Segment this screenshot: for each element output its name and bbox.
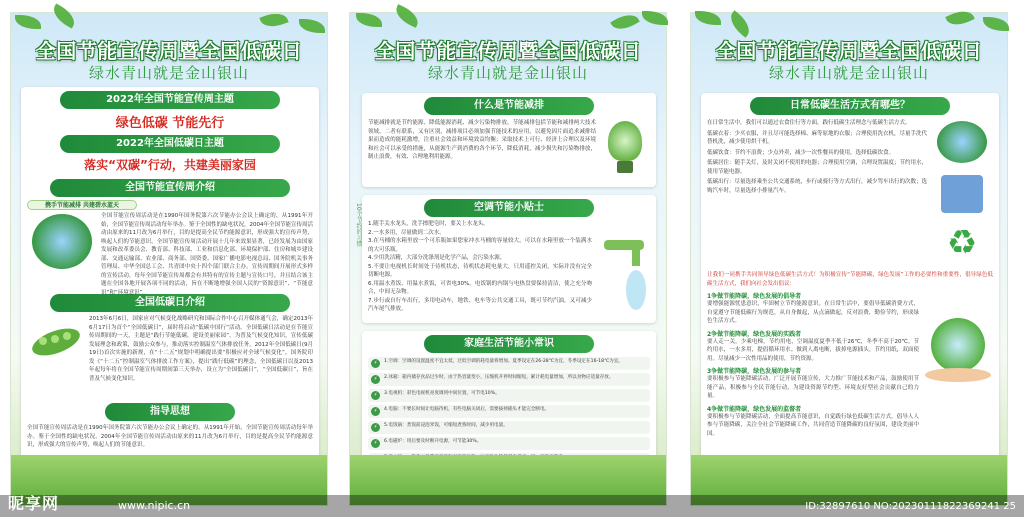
section-head-1: 1争做节能降碳，绿色发展的倡导者 bbox=[707, 293, 802, 300]
watermark-url: www.nipic.cn bbox=[118, 499, 191, 512]
tip-7: 7.步行或自行车出行，多用电动车，地铁、电车等公共交通工具，既可节约汽油，又可减少汽车尾气排放。 bbox=[368, 297, 592, 312]
guide-heading: 指导思想 bbox=[105, 403, 235, 421]
plug-icon: ⚡ bbox=[371, 407, 380, 416]
daily-intro: 在日常生活中，我们可以通过衣食住行等方面，践行低碳生活理念与低碳生活方式。 bbox=[707, 120, 911, 126]
list-item: ⚡ 2.冰箱：箱内储存食品过少时，由于热容量变小，压缩机开停时间缩短，累计耗电量增加，所以食物应适量存放。 bbox=[368, 373, 650, 386]
content-card bbox=[701, 93, 999, 483]
tip-3: 3.在马桶的水箱里放一个可乐瓶如果您家冲水马桶的容量较大，可以在水箱里放一个装满水的大可乐瓶。 bbox=[368, 238, 592, 253]
what-text: 节能减排就是节约能源、降低能源消耗、减少污染物排放。节能减排包括节能和减排两大技术领域，二者有联系，又有区别，减排项目必须加强节能技术的应用，以避免因片面追求减排结果而造成的能耗激增，注重社会效益和环境效益均衡；采取技术上可行、经济上合理以及环境和社会可以承受的措施，从能源生产到消费的各个环节，降低消耗，减少损失和污染物排放，制止浪费，有效、合理地利用能源。 bbox=[368, 120, 596, 160]
daily-item-2: 低碳饮食：节约不浪费；少点外卖，减少一次性餐具的使用，选择低碳饮食。 bbox=[707, 149, 895, 156]
section-head-4: 4争做节能降碳，绿色发展的监督者 bbox=[707, 405, 802, 413]
recycle-icon: ♻ bbox=[946, 223, 978, 263]
daily-item-1: 低碳衣着：少买衣服，并且尽可能选择棉、麻等原地的衣服；合理使用洗衣机，尽量手洗代替机洗，减少使用烘干机。 bbox=[707, 130, 928, 145]
lowcarbon-text: 2013年6月6日，国家应对气候变化战略研究和国际合作中心召开媒体通气会，确定2013年6月17日为首个“全国低碳日”，届时将启动“低碳中国行”活动。全国低碳日活动是在节能宣传周期间的一天，主题是“践行节能低碳，建设美丽家园”。为普及气候变化知识，宣传低碳发展理念和政策，鼓励公众参与，推动落实控制温室气体排放任务，2012年全国低碳日(9月19日)首次实施的新规，在“十二五”规划中明确提出要“积极应对全球气候变化”，国务院印发《“十二五”控制温室气体排放工作方案》，提出“践行低碳”的理念，全国低碳日以及2013年起每年将在全国节能宣传周期间第三天举办，设立为“全国低碳日”，“全国低碳日”，旨在普及气候变化知识。 bbox=[89, 316, 313, 382]
daily-heading: 日常低碳生活方式有哪些？ bbox=[750, 97, 950, 115]
theme1-slogan: 绿色低碳 节能先行 bbox=[115, 116, 225, 131]
home-tips-heading: 家庭生活节能小常识 bbox=[424, 335, 594, 353]
poster-subtitle: 绿水青山就是金山银山 bbox=[427, 64, 588, 82]
theme2-slogan: 落实“双碳”行动，共建美丽家园 bbox=[84, 158, 256, 172]
recycle-bin-icon bbox=[941, 175, 983, 213]
what-heading: 什么是节能减排 bbox=[424, 97, 594, 115]
what-card bbox=[362, 93, 656, 187]
hands-earth-illustration bbox=[923, 288, 993, 439]
faucet-illustration bbox=[596, 220, 650, 314]
tips-heading: 空调节能小贴士 bbox=[424, 199, 594, 217]
pea-pod-illustration bbox=[27, 315, 85, 371]
plug-icon: ⚡ bbox=[371, 375, 380, 384]
content-card bbox=[21, 87, 319, 477]
section-head-3: 3争做节能降碳，绿色发展的参与者 bbox=[707, 368, 802, 375]
tip-6: 6.用温水煮饭、用温水煮饭，可省电30%。电饭锅的内锅与电热盘要保持清洁，使之充分吻合，中间无杂物。 bbox=[368, 280, 592, 295]
lowcarbon-heading: 全国低碳日介绍 bbox=[50, 294, 290, 312]
theme1-label: 2022年全国节能宣传周主题 bbox=[60, 91, 280, 109]
daily-item-4: 低碳出行：尽量选择乘坐公共交通系统，步行或骑行等方式出行，减少驾车出行的次数；选购汽车时，尽量选择小排量汽车。 bbox=[707, 179, 928, 194]
list-item: ⚡ 6.电磁炉：用后要及时断开电源，可节能30%。 bbox=[368, 437, 650, 450]
plug-icon: ⚡ bbox=[371, 359, 380, 368]
watermark-logo: 昵享网 bbox=[8, 494, 60, 513]
tip-5: 5.不要让电视机长时间处于待机状态，待机状态耗电量大，只用遥控关闭，实际并没有完全切断电源。 bbox=[368, 263, 592, 278]
list-item: ⚡ 5.电饭锅：煮饭前浸泡米饭，可缩短煮熟时间，减少用电量。 bbox=[368, 421, 650, 434]
poster-2 bbox=[349, 12, 667, 506]
list-item: ⚡ 3.电视机：彩色电视机亮度调到中间位置，可节电10%。 bbox=[368, 389, 650, 402]
poster-title: 全国节能宣传周暨全国低碳日 bbox=[35, 39, 303, 63]
plug-icon: ⚡ bbox=[371, 423, 380, 432]
call-text: 让我们一同携手共同领导绿色低碳生活方式！为积极宣传“节能降碳，绿色发展”工作的必要性和重要性，倡导绿色低碳生活方式，我们向社会发出倡议： bbox=[707, 272, 993, 287]
poster-title: 全国节能宣传周暨全国低碳日 bbox=[374, 39, 642, 63]
globe-icon bbox=[937, 121, 987, 163]
tip-4: 4.少用洗洁精，大部分洗涤剂是化学产品，会污染水源。 bbox=[368, 255, 506, 261]
daily-item-3: 低碳居住：随手关灯，及时关闭不使用的电器；合理使用空调，合理设置温度；节约用水，使用节能电器。 bbox=[707, 160, 928, 175]
section-text-2: 要人走一关，少乘电梯，节约用电，空调温度夏季不低于26℃，冬季不高于20℃。节约用水，一水多用，提倡循环用水。做到人离电断，拔掉电源插头。节约用纸，双面使用。尽量减少一次性用品的使用，节约资源。 bbox=[707, 338, 919, 362]
section-text-3: 要积极参与节能降碳活动，广泛开展节能宣传，大力推广节能技术和产品，鼓励使用节能产品，积极参与全民节能行动，为建设资源节约型、环境友好型社会贡献自己的力量。 bbox=[707, 376, 919, 399]
poster-3 bbox=[690, 12, 1008, 506]
poster-subtitle: 绿水青山就是金山银山 bbox=[88, 64, 249, 82]
tip-1: 1.随手关水龙头，洗手擦肥皂时，要关上水龙头。 bbox=[368, 221, 489, 227]
section-head-2: 2争做节能降碳，绿色发展的实践者 bbox=[707, 330, 802, 338]
poster-1 bbox=[10, 12, 328, 506]
section-text-1: 要增强能源忧患意识，牢固树立节约能源意识。在日常生活中，要倡导低碳消费方式，自觉遵守节能低碳行为规范，从自身做起，从点滴做起，反对浪费，勤俭节约，形成绿色生活方式。 bbox=[707, 301, 919, 324]
lightbulb-illustration bbox=[600, 119, 650, 181]
eco-illustrations bbox=[931, 119, 993, 269]
watermark-id: ID:32897610 NO:20230111822369241 25 bbox=[805, 501, 1016, 512]
theme2-label: 2022年全国低碳日主题 bbox=[60, 135, 280, 153]
intro-text: 全国节能宣传周活动是在1990年国务院第六次节能办公会议上确定的，从1991年开始，全国节能宣传周活动每年举办。鉴于全国性的缺电状况，2004年全国节能宣传周活动由原来的11月改为6月举行，目的是提高全民节约能源意识，形成强大的宣传声势，唤起人们的节能意识。全国节能宣传周活动开展十几年来效果显著，已经发展为由国家发展和改革委员会、教育部、科技部、工业和信息化部、环境保护部、住房和城乡建设部、交通运输部、农业部、商务部、国资委、国家广播电影电视总局、国务院机关事务管理局、中华全国总工会、共青团中央十四个部门联合主办，宣传周期间开展形式多样的宣传活动。每年全国节能宣传周都会有其特有的宣传主题与宣传口号，并且结合该主题在全国各地开展各项不同的活动，旨在不断地增强全国人民的“资源意识”、“节能意识”和“环境意识”。 bbox=[101, 213, 313, 296]
plug-icon: ⚡ bbox=[371, 439, 380, 448]
section-text-4: 要积极参与节能降碳活动，全面提高节能意识，自觉践行绿色低碳生活方式，倡导人人参与节能降碳，关注全社会节能降碳工作，共同营造节能降碳的良好氛围，建设美丽中国。 bbox=[707, 413, 919, 437]
poster-title: 全国节能宣传周暨全国低碳日 bbox=[715, 39, 983, 63]
tips-card bbox=[362, 195, 656, 323]
poster-subtitle: 绿水青山就是金山银山 bbox=[768, 64, 929, 82]
tips-side-label: 10个节约的习惯 bbox=[355, 203, 362, 247]
plug-icon: ⚡ bbox=[371, 391, 380, 400]
list-item: ⚡ 1.空调：空调的设置温度不宜太低，过低空调的耗电量将增加。夏季设定在26-28℃为宜，冬季设定在16-18℃为宜。 bbox=[368, 357, 650, 370]
intro-tag: 携手节能减排 共建碧水蓝天 bbox=[27, 200, 137, 210]
earth-illustration bbox=[32, 214, 92, 269]
list-item: ⚡ 4.电脑：不要长时间让电脑待机，有些电脑关闭后，需要拔掉插头才能完全断电。 bbox=[368, 405, 650, 418]
intro-heading: 全国节能宣传周介绍 bbox=[50, 179, 290, 197]
tip-2: 2.一水多用，尽量做到二次水。 bbox=[368, 229, 445, 236]
guide-text: 全国节能宣传周活动是在1990年国务院第六次节能办公会议上确定的，从1991年开始，全国节能宣传周活动每年举办。鉴于全国性的缺电状况，2004年全国节能宣传周活动由原来的11月改为6月举行，目的是提高全民节约能源意识，形成强大的宣传声势，唤起人们的节能意识。 bbox=[27, 425, 313, 448]
